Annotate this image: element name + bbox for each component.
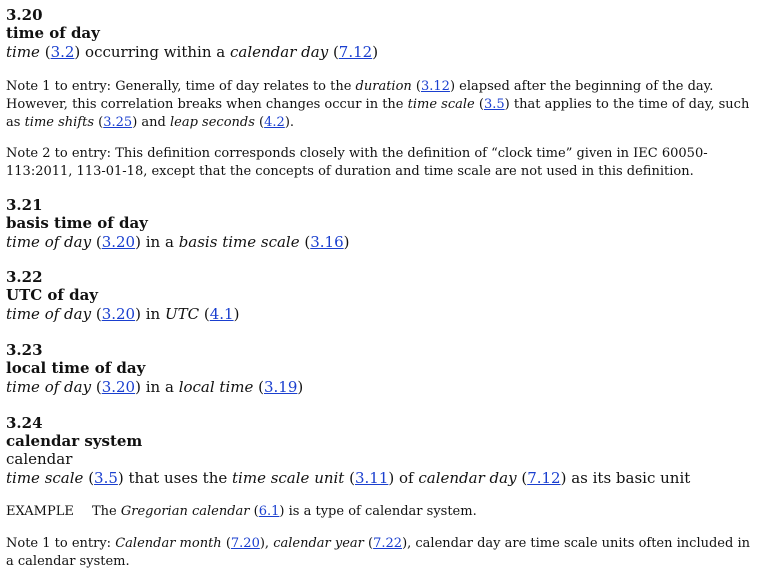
cross-reference-link[interactable]: 3.20 [101,305,136,323]
cross-reference-link[interactable]: 3.19 [263,378,298,396]
note-1-entry-3-24: Note 1 to entry: Calendar month (7.20), calendar year (7.22), calendar day are time scale units often included in a calendar system. [6,536,750,569]
entry-number: 3.23 [6,341,43,359]
entry-definition: time scale (3.5) that uses the time scale unit (3.11) of calendar day (7.12) as its basic unit [6,469,691,487]
cross-reference-link[interactable]: 3.5 [94,469,118,487]
cross-reference-link[interactable]: 4.2 [264,115,285,130]
entry-3-20 [6,6,758,62]
note-1-entry-3-20: Note 1 to entry: Generally, time of day relates to the duration (3.12) elapsed after the beginning of the day. However, this correlation breaks when changes occur in the time scale (3.5) that applies to the time of day, such as time shifts (3.25) and leap seconds (4.2). [6,79,750,130]
entry-term: local time of day [6,359,146,377]
entry-3-22 [6,268,758,324]
cross-reference-link[interactable]: 3.2 [50,43,75,61]
cross-reference-link[interactable]: 4.1 [209,305,234,323]
cross-reference-link[interactable]: 3.11 [354,469,389,487]
cross-reference-link[interactable]: 3.20 [101,233,136,251]
entry-3-23 [6,341,758,397]
entry-3-21 [6,196,758,252]
cross-reference-link[interactable]: 7.12 [338,43,373,61]
example-entry-3-24: EXAMPLE The Gregorian calendar (6.1) is a type of calendar system. [6,504,477,519]
cross-reference-link[interactable]: 3.16 [310,233,344,251]
entry-definition: time of day (3.20) in UTC (4.1) [6,305,240,323]
entry-term: time of day [6,24,100,42]
entry-3-24 [6,414,758,488]
cross-reference-link[interactable]: 7.12 [527,469,561,487]
cross-reference-link[interactable]: 7.22 [373,536,403,551]
entry-definition: time (3.2) occurring within a calendar day (7.12) [6,43,379,61]
entry-number: 3.24 [6,414,43,432]
entry-definition: time of day (3.20) in a basis time scale (3.16) [6,233,350,251]
cross-reference-link[interactable]: 6.1 [258,504,280,519]
entry-definition: time of day (3.20) in a local time (3.19) [6,378,304,396]
entry-term: calendar system [6,432,143,450]
cross-reference-link[interactable]: 3.25 [103,115,133,130]
cross-reference-link[interactable]: 3.12 [421,79,450,94]
cross-reference-link[interactable]: 3.5 [483,97,505,112]
admitted-term: calendar [6,450,73,468]
entry-number: 3.20 [6,6,43,24]
note-2-entry-3-20: Note 2 to entry: This definition corresponds closely with the definition of “clock time” given in IEC 60050-113:2011, 113-01-18, except that the concepts of duration and time scale are not used in this definition. [6,146,708,179]
entry-number: 3.22 [6,268,43,286]
cross-reference-link[interactable]: 7.20 [230,536,260,551]
entry-number: 3.21 [6,196,43,214]
entry-term: basis time of day [6,214,148,232]
entry-term: UTC of day [6,286,99,304]
cross-reference-link[interactable]: 3.20 [101,378,136,396]
